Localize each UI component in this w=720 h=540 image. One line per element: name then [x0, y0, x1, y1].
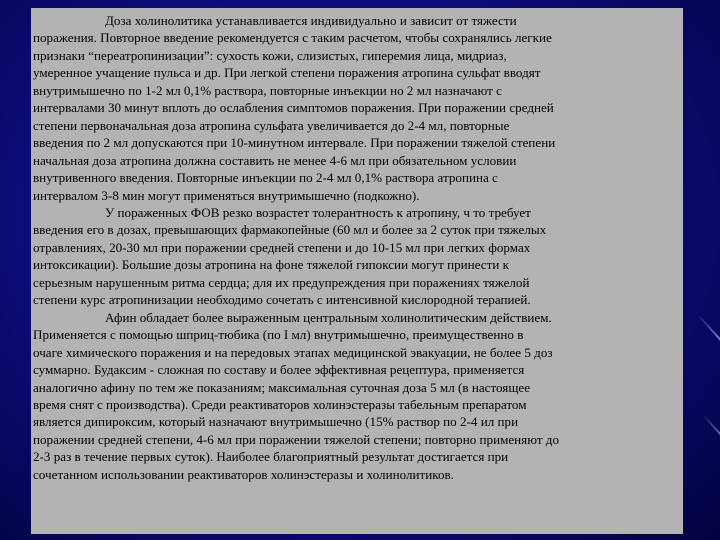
text-line: внутривенного введения. Повторные инъекции по 2-4 мл 0,1% раствора атропина с [33, 170, 498, 186]
decorative-streak [702, 414, 720, 438]
text-line: очаге химического поражения и на передовых этапах медицинской эвакуации, не более 5 доз [33, 344, 553, 360]
text-line: Афин обладает более выраженным центральным холинолитическим действием. [105, 309, 552, 325]
text-line: Применяется с помощью шприц-тюбика (по I мл) внутримышечно, преимущественно в [33, 327, 524, 343]
text-line: поражении средней степени, 4-6 мл при поражении тяжелой степени; повторно применяют до [33, 431, 560, 447]
text-line: суммарно. Будаксим - сложная по составу и более эффективная рецептура, применяется [33, 362, 525, 378]
text-line: начальная доза атропина должна составить не менее 4-6 мл при обязательном условии [33, 152, 517, 168]
text-line: аналогично афину по тем же показаниям; максимальная суточная доза 5 мл (в настоящее [33, 379, 531, 395]
text-line: интоксикации). Большие дозы атропина на фоне тяжелой гипоксии могут принести к [33, 257, 509, 273]
text-line: сочетанном использовании реактиваторов холинэстеразы и холинолитиков. [33, 466, 454, 482]
text-line: введения по 2 мл допускаются при 10-минутном интервале. При поражении тяжелой степени [33, 135, 556, 151]
paragraph-tolerance [33, 204, 681, 309]
text-line: является дипироксим, который назначают внутримышечно (15% раствор по 2-4 ил при [33, 414, 519, 430]
text-line: время снят с производства). Среди реактиваторов холинэстеразы табельным препаратом [33, 396, 527, 412]
paragraph-dosage [33, 12, 681, 204]
text-panel [31, 8, 683, 534]
text-line: интервалом 3-8 мин могут применяться внутримышечно (подкожно). [33, 187, 420, 203]
text-line: степени первоначальная доза атропина сульфата увеличивается до 2-4 мл, повторные [33, 117, 510, 133]
text-line: Доза холинолитика устанавливается индивидуально и зависит от тяжести [105, 13, 517, 28]
text-line: степени курс атропинизации необходимо сочетать с интенсивной кислородной терапией. [33, 292, 531, 308]
text-line: умеренное учащение пульса и др. При легкой степени поражения атропина сульфат вводят [33, 65, 541, 81]
decorative-streak [697, 314, 720, 349]
text-line: признаки “переатропинизации”: сухость кожи, слизистых, гиперемия лица, мидриаз, [33, 47, 507, 63]
text-line: введения его в дозах, превышающих фармакопейные (60 мл и более за 2 суток при тяжелых [33, 222, 547, 238]
text-line: поражения. Повторное введение рекомендуется с таким расчетом, чтобы сохранялись легкие [33, 30, 552, 46]
text-line: серьезным нарушенным ритма сердца; для их предупреждения при поражениях тяжелой [33, 274, 530, 290]
text-line: У пораженных ФОВ резко возрастет толерантность к атропину, ч то требует [105, 204, 531, 220]
text-line: внутримышечно по 1-2 мл 0,1% раствора, повторные инъекции но 2 мл назначают с [33, 82, 502, 98]
text-line: отравлениях, 20-30 мл при поражении средней степени и до 10-15 мл при легких формах [33, 239, 531, 255]
text-line: интервалами 30 минут вплоть до ослабления симптомов поражения. При поражении средней [33, 100, 554, 116]
text-line: 2-3 раз в течение первых суток). Наиболее благоприятный результат достигается при [33, 449, 509, 465]
paragraph-afin [33, 309, 681, 484]
